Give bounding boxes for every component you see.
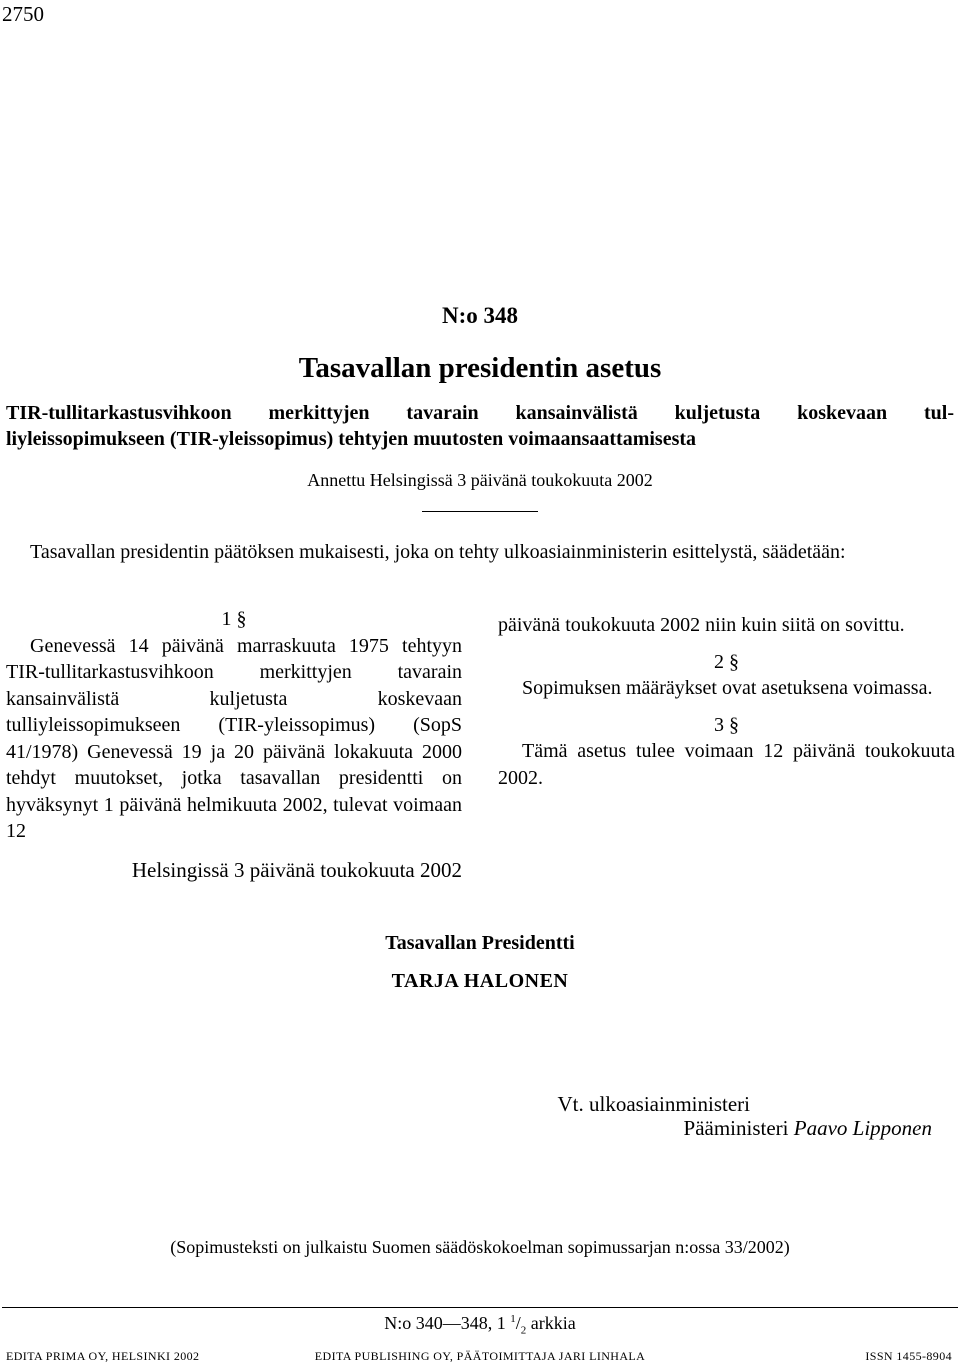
title-divider (422, 511, 538, 512)
issue-range: N:o 340—348, 1 $^1/_2$ arkkia (384, 1313, 576, 1337)
section-3-text: Tämä asetus tulee voimaan 12 päivänä toukokuuta 2002. (498, 740, 955, 789)
president-name: TARJA HALONEN (391, 970, 569, 992)
intro-paragraph: Tasavallan presidentin päätöksen mukaisesti, joka on tehty ulkoasiainministerin esittelystä, säädetään: (30, 541, 846, 563)
minister-signature (560, 1116, 932, 1141)
president-title: Tasavallan Presidentti (385, 932, 575, 954)
section-1-continued: päivänä toukokuuta 2002 niin kuin siitä on sovittu. (498, 614, 905, 636)
minister-role: Vt. ulkoasiainministeri (557, 1092, 750, 1116)
document-number: N:o 348 (441, 303, 519, 328)
footer-divider (2, 1307, 958, 1308)
footer-publisher: EDITA PUBLISHING OY, PÄÄTOIMITTAJA JARI LINHALA (314, 1349, 646, 1363)
page-number: 2750 (2, 2, 44, 26)
document-subtitle (6, 400, 954, 452)
issued-date: Annettu Helsingissä 3 päivänä toukokuuta 2002 (307, 470, 653, 490)
section-2-heading: 2 § (714, 650, 739, 673)
document-title: Tasavallan presidentin asetus (298, 352, 662, 384)
section-3-heading: 3 § (714, 713, 739, 736)
issue-range-suffix: arkkia (530, 1313, 576, 1333)
closing-place-date: Helsingissä 3 päivänä toukokuuta 2002 (131, 858, 462, 882)
footer-issn: ISSN 1455-8904 (865, 1349, 952, 1363)
issue-fraction-denominator: 2 (520, 1324, 527, 1337)
section-1-text: Genevessä 14 päivänä marraskuuta 1975 tehtyyn TIR-tullitarkastusvihkoon merkittyjen tavarain kansainvälistä kuljetusta koskevaan tulliyleissopimukseen (TIR-yleissopimus) (SopS 41/1978) Genevessä 19 ja 20 päivänä lokakuuta 2000 tehdyt muutokset, jotka tasavallan presidentti on hyväksynyt 1 päivänä helmikuuta 2002, tulevat voimaan 12 (6, 634, 462, 842)
issue-fraction-numerator: 1 (510, 1313, 516, 1325)
section-2-text: Sopimuksen määräykset ovat asetuksena voimassa. (522, 677, 933, 699)
minister-name: Paavo Lipponen (793, 1116, 932, 1140)
publication-note: (Sopimusteksti on julkaistu Suomen säädöskokoelman sopimussarjan n:ossa 33/2002) (170, 1237, 790, 1257)
footer-printer: EDITA PRIMA OY, HELSINKI 2002 (6, 1349, 200, 1363)
section-1-heading: 1 § (221, 608, 247, 630)
minister-title: Pääministeri (683, 1116, 789, 1140)
issue-range-text: N:o 340—348, 1 (384, 1313, 506, 1333)
subtitle-line-2: liyleissopimukseen (TIR-yleissopimus) tehtyjen muutosten voimaansaattamisesta (6, 428, 697, 450)
right-column (498, 612, 955, 791)
subtitle-line-1: TIR-tullitarkastusvihkoon merkittyjen tavarain kansainvälistä kuljetusta koskevaan tul- (6, 402, 954, 424)
left-column (6, 606, 462, 845)
